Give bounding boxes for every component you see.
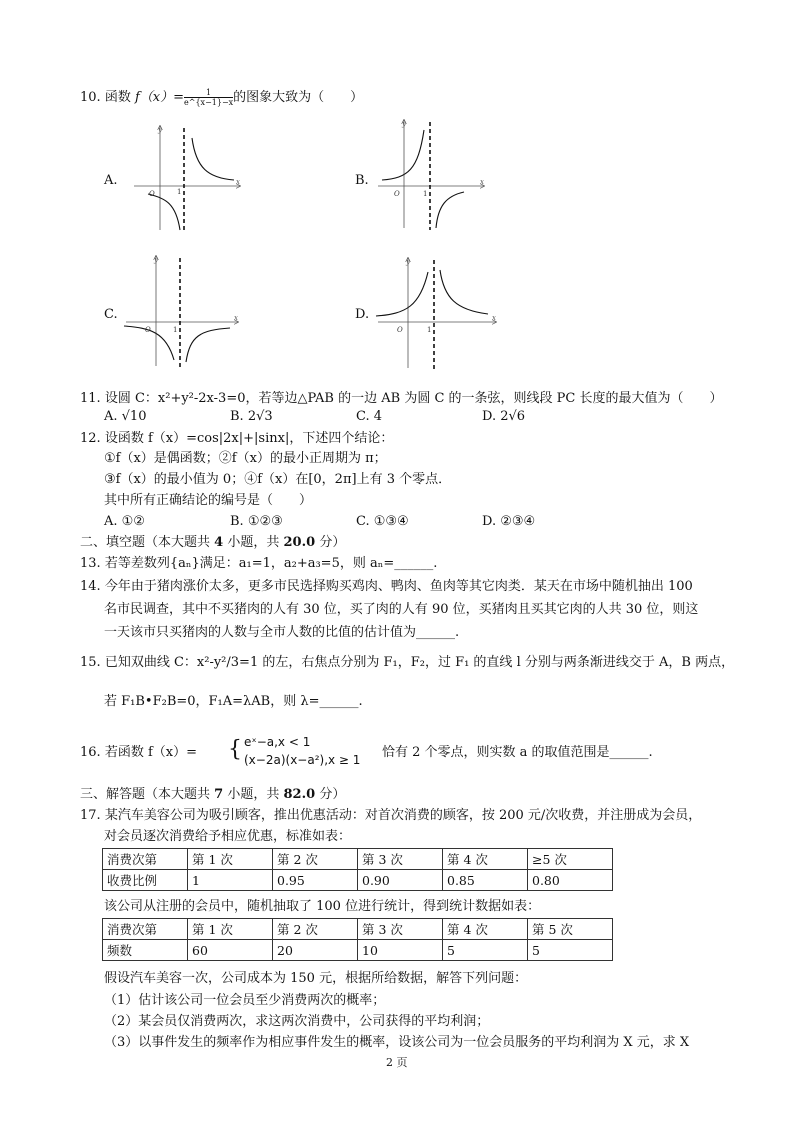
fee-ratio-table (102, 848, 613, 891)
table-cell: 第 2 次 (273, 919, 358, 940)
q14-line1-wrap (80, 578, 693, 596)
q10-stem (80, 88, 363, 107)
y-label: y (406, 258, 410, 266)
q17-line1: 某汽车美容公司为吸引顾客，推出优惠活动：对首次消费的顾客，按 200 元/次收费，并注册成为会员， (104, 808, 702, 823)
table-cell: 频数 (103, 940, 188, 961)
q11-text: 设圆 C：x²+y²-2x-3=0，若等边△PAB 的一边 AB 为圆 C 的一条弦，则线段 PC 长度的最大值为（ ） (104, 391, 723, 406)
table-cell: 5 (528, 940, 613, 961)
q11-choice-d: D. 2√6 (482, 409, 526, 424)
section3-prefix: 三、解答题（本大题共 (80, 787, 211, 802)
q10-option-d-label: D. (355, 307, 370, 322)
section3-suffix: 分） (319, 787, 346, 802)
origin-label: O (394, 190, 400, 198)
table-cell: 1 (188, 870, 273, 891)
one-label: 1 (177, 188, 182, 196)
q11-choice-c: C. 4 (356, 409, 383, 424)
q16-brace: { (228, 737, 242, 762)
q10-stem-pre: 函数 (104, 90, 131, 105)
x-label: x (492, 314, 496, 322)
q17-sub2: （2）某会员仅消费两次，求这两次消费中，公司获得的平均利润； (104, 1014, 490, 1029)
q17-line2: 对会员逐次消费给予相应优惠，标准如表： (104, 829, 352, 844)
table-cell: 第 4 次 (443, 849, 528, 870)
q17-sub1: （1）估计该公司一位会员至少消费两次的概率； (104, 993, 386, 1008)
q15-number: 15. (80, 655, 101, 670)
q10-frac-den: e^{x−1}−x (184, 98, 234, 107)
table-cell: 第 5 次 (528, 919, 613, 940)
origin-label: O (149, 190, 155, 198)
curve-right (186, 328, 230, 362)
section2-count: 4 (214, 535, 224, 550)
q17-line1-wrap (80, 807, 701, 825)
table-cell: 第 1 次 (188, 849, 273, 870)
q17-sub3: （3）以事件发生的频率作为相应事件发生的概率，设该公司为一位会员服务的平均利润为 X 元，求 X (104, 1035, 690, 1050)
section2-suffix: 分） (319, 535, 346, 550)
one-label: 1 (173, 326, 178, 334)
section2-mid: 小题，共 (227, 535, 280, 550)
origin-label: O (397, 326, 403, 334)
table-cell: 0.85 (443, 870, 528, 891)
q14-line3: 一天该市只买猪肉的人数与全市人数的比值的估计值为______. (104, 625, 460, 640)
table-cell: 0.80 (528, 870, 613, 891)
q12-line2: ③f（x）的最小值为 0；④f（x）在[0，2π]上有 3 个零点． (104, 472, 452, 487)
q16-number: 16. (80, 745, 101, 760)
q12-stem (80, 430, 393, 448)
one-label: 1 (427, 326, 432, 334)
q13-number: 13. (80, 556, 101, 571)
q12-choice-c: C. ①③④ (356, 514, 409, 529)
q15-line2: 若 F₁B•F₂B=0，F₁A=λAB，则 λ=______. (104, 694, 363, 709)
q10-fx: f（x）= (134, 90, 185, 105)
q10-graph-b (372, 116, 492, 231)
q11-choice-a: A. √10 (104, 409, 147, 424)
q12-choice-a: A. ①② (104, 514, 145, 529)
q14-line2: 名市民调查，其中不买猪肉的人有 30 位，买了肉的人有 90 位，买猪肉且买其它肉的人共 30 位，则这 (104, 602, 699, 617)
curve-left (148, 194, 180, 230)
table-row (103, 940, 613, 961)
y-label: y (158, 126, 162, 134)
table-row (103, 919, 613, 940)
table-cell: 20 (273, 940, 358, 961)
q12-text: 设函数 f（x）=cos|2x|+|sinx|，下述四个结论： (104, 431, 394, 446)
table-cell: 10 (358, 940, 443, 961)
table-cell: 第 3 次 (358, 919, 443, 940)
q12-choice-b: B. ①②③ (230, 514, 283, 529)
q12-number: 12. (80, 431, 101, 446)
curve-left (382, 130, 424, 180)
curve-right (192, 138, 234, 180)
one-label: 1 (423, 190, 428, 198)
table-cell: 消费次第 (103, 919, 188, 940)
table-cell: 第 1 次 (188, 919, 273, 940)
y-label: y (154, 256, 158, 264)
table-cell: 0.95 (273, 870, 358, 891)
q10-graph-c (120, 250, 245, 370)
section3-mid: 小题，共 (227, 787, 280, 802)
frequency-table (102, 918, 613, 961)
q10-option-c-label: C. (104, 307, 118, 322)
q16-post: 恰有 2 个零点，则实数 a 的取值范围是______. (382, 745, 653, 760)
x-label: x (234, 314, 238, 322)
table-cell: 第 3 次 (358, 849, 443, 870)
table-cell: 消费次第 (103, 849, 188, 870)
table-cell: 收费比例 (103, 870, 188, 891)
q15-line1: 已知双曲线 C：x²-y²/3=1 的左，右焦点分别为 F₁，F₂，过 F₁ 的直线 l 分别与两条渐进线交于 A，B 两点， (104, 655, 735, 670)
q10-frac-num: 1 (184, 88, 233, 98)
q12-choice-d: D. ②③④ (482, 514, 536, 529)
table-cell: 第 4 次 (443, 919, 528, 940)
q12-line1: ①f（x）是偶函数；②f（x）的最小正周期为 π； (104, 451, 387, 466)
q12-line3: 其中所有正确结论的编号是（ ） (104, 493, 313, 508)
table-cell: 5 (443, 940, 528, 961)
table-cell: ≥5 次 (528, 849, 613, 870)
section2-header (80, 534, 345, 552)
q10-graph-a (128, 120, 248, 235)
q17-line4: 假设汽车美容一次，公司成本为 150 元，根据所给数据，解答下列问题： (104, 971, 528, 986)
q15-line1-wrap (80, 654, 734, 672)
q16-case2: (x−2a)(x−a²),x ≥ 1 (244, 753, 361, 767)
section3-header (80, 786, 345, 804)
curve-right (440, 270, 488, 314)
q10-fraction (184, 88, 233, 107)
q13-text: 若等差数列{aₙ}满足：a₁=1，a₂+a₃=5，则 aₙ=______. (104, 556, 438, 571)
q10-stem-post: 的图象大致为（ ） (233, 90, 364, 105)
q14-line1: 今年由于猪肉涨价太多，更多市民选择购买鸡肉、鸭肉、鱼肉等其它肉类．某天在市场中随机抽出 100 (104, 579, 693, 594)
q11-stem (80, 390, 723, 408)
q14-number: 14. (80, 579, 101, 594)
q10-option-a-label: A. (104, 173, 118, 188)
x-label: x (480, 178, 484, 186)
section2-prefix: 二、填空题（本大题共 (80, 535, 211, 550)
q17-number: 17. (80, 808, 101, 823)
table-row (103, 870, 613, 891)
table-row (103, 849, 613, 870)
q10-option-b-label: B. (355, 173, 369, 188)
q11-choice-b: B. 2√3 (230, 409, 273, 424)
table-cell: 0.90 (358, 870, 443, 891)
page-number: 2 页 (386, 1056, 408, 1069)
y-label: y (402, 120, 406, 128)
q17-line3: 该公司从注册的会员中，随机抽取了 100 位进行统计，得到统计数据如表： (104, 899, 541, 914)
section3-count: 7 (214, 787, 224, 802)
origin-label: O (145, 326, 151, 334)
x-label: x (236, 178, 240, 186)
curve-right (436, 192, 464, 228)
section2-score: 20.0 (283, 535, 316, 550)
curve-left (376, 272, 428, 316)
q16-case1: eˣ−a,x < 1 (244, 735, 311, 749)
q16-pre-wrap (80, 744, 197, 762)
q13 (80, 555, 437, 573)
q16-pre: 若函数 f（x）= (104, 745, 197, 760)
q11-number: 11. (80, 391, 101, 406)
q10-graph-d (372, 252, 502, 372)
table-cell: 第 2 次 (273, 849, 358, 870)
q10-number: 10. (80, 90, 101, 105)
section3-score: 82.0 (283, 787, 316, 802)
table-cell: 60 (188, 940, 273, 961)
